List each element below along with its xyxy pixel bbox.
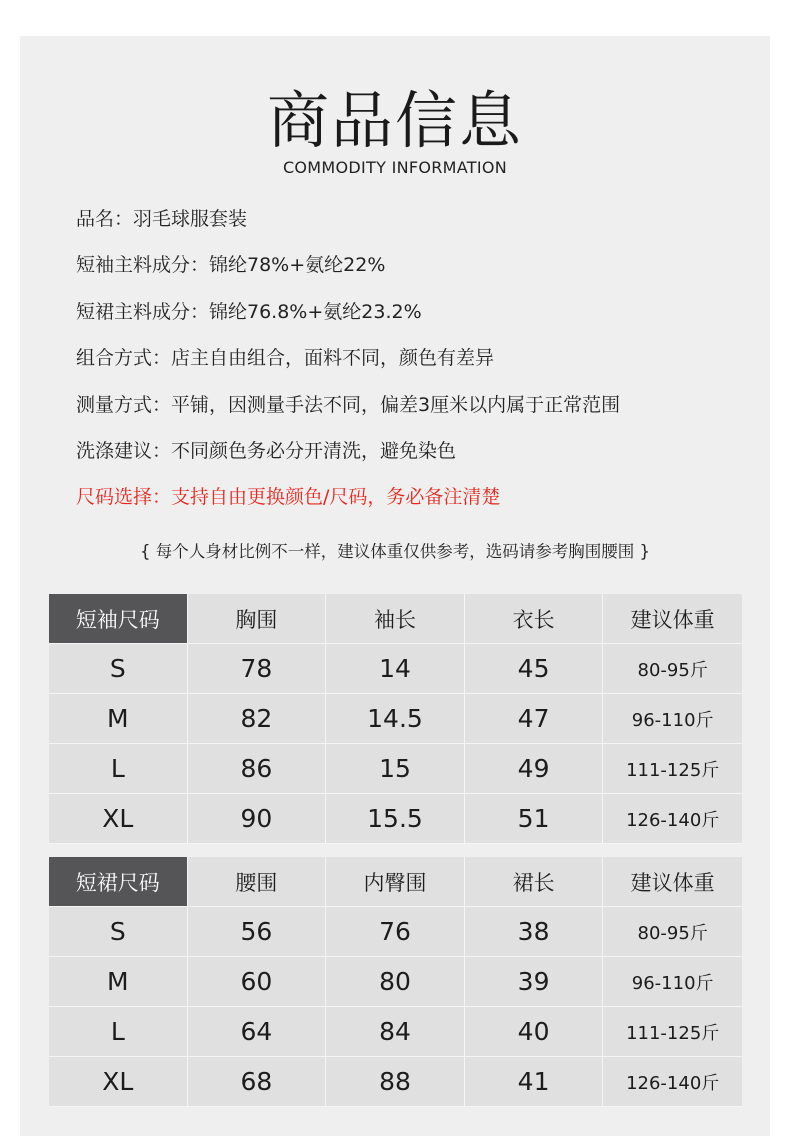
- table-header-cell: 短裙尺码: [49, 857, 188, 907]
- table-cell: 80: [326, 957, 465, 1007]
- info-measurement: 测量方式：平铺，因测量手法不同，偏差3厘米以内属于正常范围: [76, 393, 621, 416]
- table-header-cell: 胸围: [188, 594, 327, 644]
- table-header-row: [49, 857, 742, 907]
- table-cell: 111-125斤: [603, 744, 742, 794]
- table-cell: 45: [465, 644, 604, 694]
- table-row: [49, 644, 742, 694]
- table-cell: 126-140斤: [603, 1057, 742, 1107]
- table-cell: 76: [326, 907, 465, 957]
- table-cell: 39: [465, 957, 604, 1007]
- table-row: [49, 1057, 742, 1107]
- table-cell: 47: [465, 694, 604, 744]
- size-table-skirt: [49, 857, 742, 1107]
- table-row: [49, 1007, 742, 1057]
- size-note: { 每个人身材比例不一样，建议体重仅供参考，选码请参考胸围腰围 }: [140, 542, 650, 561]
- info-skirt-material: 短裙主料成分：锦纶76.8%+氨纶23.2%: [76, 300, 422, 323]
- table-cell: 78: [188, 644, 327, 694]
- table-header-cell: 内臀围: [326, 857, 465, 907]
- table-cell: 51: [465, 794, 604, 844]
- table-cell: 60: [188, 957, 327, 1007]
- table-cell: 38: [465, 907, 604, 957]
- table-cell: L: [49, 1007, 188, 1057]
- table-cell: 111-125斤: [603, 1007, 742, 1057]
- table-row: [49, 794, 742, 844]
- table-cell: XL: [49, 794, 188, 844]
- size-table-top: [49, 594, 742, 844]
- table-cell: 90: [188, 794, 327, 844]
- table-cell: XL: [49, 1057, 188, 1107]
- table-cell: 96-110斤: [603, 694, 742, 744]
- table-cell: 49: [465, 744, 604, 794]
- table-cell: 15.5: [326, 794, 465, 844]
- table-cell: 14: [326, 644, 465, 694]
- table-header-cell: 短袖尺码: [49, 594, 188, 644]
- info-combination: 组合方式：店主自由组合，面料不同，颜色有差异: [76, 347, 495, 370]
- table-cell: L: [49, 744, 188, 794]
- table-header-row: [49, 594, 742, 644]
- table-cell: 82: [188, 694, 327, 744]
- table-cell: 88: [326, 1057, 465, 1107]
- table-cell: 84: [326, 1007, 465, 1057]
- table-row: [49, 694, 742, 744]
- table-row: [49, 744, 742, 794]
- table-header-cell: 袖长: [326, 594, 465, 644]
- table-cell: 80-95斤: [603, 907, 742, 957]
- table-cell: 68: [188, 1057, 327, 1107]
- info-washing: 洗涤建议：不同颜色务必分开清洗，避免染色: [76, 439, 457, 462]
- table-cell: 56: [188, 907, 327, 957]
- table-cell: 40: [465, 1007, 604, 1057]
- table-cell: 80-95斤: [603, 644, 742, 694]
- table-header-cell: 衣长: [465, 594, 604, 644]
- table-header-cell: 腰围: [188, 857, 327, 907]
- table-cell: 96-110斤: [603, 957, 742, 1007]
- table-cell: M: [49, 957, 188, 1007]
- table-cell: 41: [465, 1057, 604, 1107]
- info-size-selection: 尺码选择：支持自由更换颜色/尺码，务必备注清楚: [76, 486, 501, 509]
- table-cell: 14.5: [326, 694, 465, 744]
- table-row: [49, 907, 742, 957]
- table-header-cell: 裙长: [465, 857, 604, 907]
- table-cell: 64: [188, 1007, 327, 1057]
- table-row: [49, 957, 742, 1007]
- product-info: [76, 203, 620, 528]
- table-cell: 126-140斤: [603, 794, 742, 844]
- table-cell: M: [49, 694, 188, 744]
- info-top-material: 短袖主料成分：锦纶78%+氨纶22%: [76, 254, 386, 277]
- page-title: 商品信息: [266, 84, 523, 157]
- table-cell: 15: [326, 744, 465, 794]
- table-cell: 86: [188, 744, 327, 794]
- table-cell: S: [49, 907, 188, 957]
- info-product-name: 品名：羽毛球服套装: [76, 208, 248, 230]
- table-cell: S: [49, 644, 188, 694]
- table-header-cell: 建议体重: [603, 594, 742, 644]
- page-subtitle: COMMODITY INFORMATION: [282, 158, 508, 177]
- table-header-cell: 建议体重: [603, 857, 742, 907]
